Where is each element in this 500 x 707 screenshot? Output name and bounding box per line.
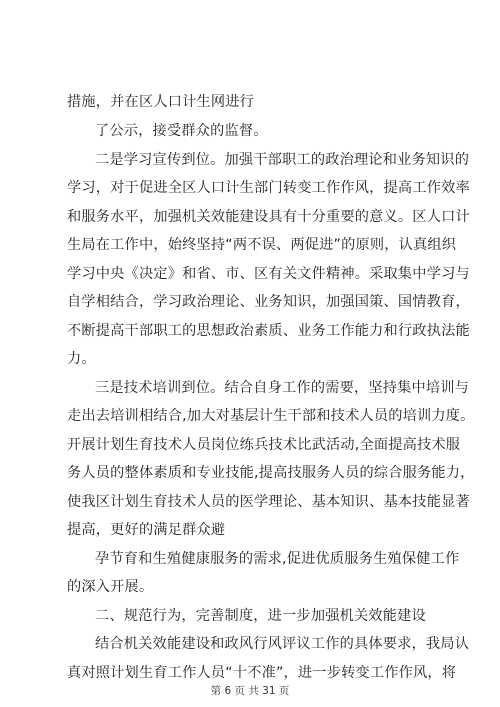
body-line: 自学相结合，学习政治理论、业务知识，加强国策、国情教育， [67,294,470,310]
body-line: 孕节育和生殖健康服务的需求,促进优质服务生殖保健工作 [95,551,460,567]
body-line: 措施，并在区人口计生网进行 [67,94,255,110]
body-line: 不断提高干部职工的思想政治素质、业务工作能力和行政执法能 [67,323,470,339]
body-line: 生局在工作中，始终坚持“两不误、两促进”的原则，认真组织 [67,237,457,253]
section-heading: 二、规范行为，完善制度，进一步加强机关效能建设 [95,608,426,624]
body-line: 提高，更好的满足群众避 [67,522,226,538]
body-line: 三是技术培训到位。结合自身工作的需要，坚持集中培训与 [95,380,470,396]
body-line: 走出去培训相结合,加大对基层计生干部和技术人员的培训力度。 [67,408,475,424]
body-line: 力。 [67,351,96,367]
body-line: 的深入开展。 [67,579,154,595]
body-line: 了公示，接受群众的监督。 [95,123,268,139]
body-line: 和服务水平，加强机关效能建设具有十分重要的意义。区人口计 [67,209,470,225]
body-line: 学习中央《决定》和省、市、区有关文件精神。采取集中学习与 [67,266,470,282]
body-line: 二是学习宣传到位。加强干部职工的政治理论和业务知识的 [95,152,470,168]
body-line: 结合机关效能建设和政风行风评议工作的具体要求，我局认 [95,636,470,652]
page-footer: 第 6 页 共 31 页 [210,685,290,697]
body-line: 使我区计划生育技术人员的医学理论、基本知识、基本技能显著 [67,494,470,510]
body-line: 学习，对于促进全区人口计生部门转变工作作风，提高工作效率 [67,180,470,196]
body-line: 真对照计划生育工作人员“十不准”，进一步转变工作作风，将 [67,665,457,681]
body-line: 务人员的整体素质和专业技能,提高技服务人员的综合服务能力， [67,465,475,481]
body-line: 开展计划生育技术人员岗位练兵技术比武活动,全面提高技术服 [67,437,461,453]
